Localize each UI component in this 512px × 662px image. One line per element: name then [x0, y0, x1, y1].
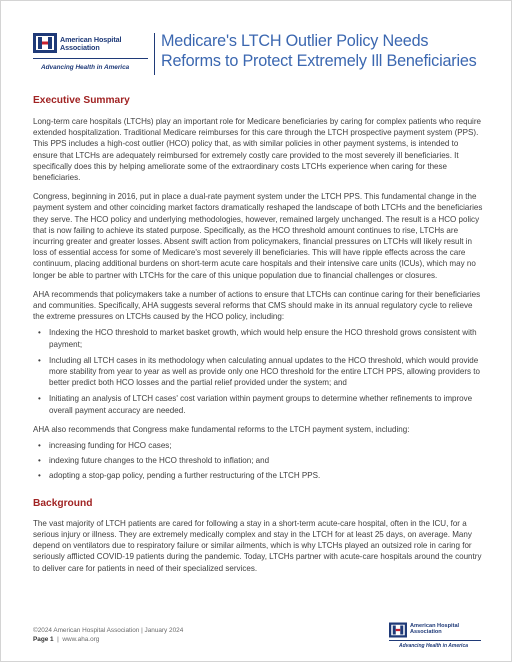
- logo-rule: [33, 58, 148, 59]
- header-divider: [154, 33, 155, 75]
- aha-h-logo-icon: [389, 622, 407, 638]
- footer-page-line: [33, 635, 183, 644]
- document-body: [33, 94, 483, 574]
- list-item: • Indexing the HCO threshold to market basket growth, which would help ensure the HCO threshold grows consistent with payment;: [49, 327, 483, 349]
- footer-separator: |: [53, 636, 63, 643]
- logo-tagline: Advancing Health in America: [41, 64, 130, 71]
- website-link[interactable]: www.aha.org: [62, 636, 100, 643]
- background-paragraph-1: The vast majority of LTCH patients are cared for following a stay in a short-term acute-care hospital, often in the ICU, for a serious injury or illness. They are extremely medically complex and stay in the LTCH for at least 25 days, on average. Many depend on ventilators due to respiratory failure or similar ailments, which is why LTCHs played an outsized role in caring for seriously afflicted COVID-19 patients during the pandemic. Today, LTCHs partner with acute-care hospitals around the country to deliver care for patients in need of their specialized services.: [33, 518, 482, 573]
- page-header: [33, 31, 483, 77]
- footer-logo-name: American Hospital Association: [410, 623, 460, 636]
- congress-recommendations-list: [33, 440, 483, 482]
- list-item: • Including all LTCH cases in its methodology when calculating annual updates to the HCO threshold, which would provide more stability from year to year as well as provide only one HCO threshold for the entire LTCH PPS, allowing providers to better predict both HCO losses and the partial relief provided under the system; and: [49, 355, 483, 389]
- aha-logo: [33, 31, 153, 77]
- list-item: • indexing future changes to the HCO threshold to inflation; and: [49, 455, 483, 466]
- footer-logo-rule: [389, 640, 481, 641]
- executive-summary-paragraph-3: AHA recommends that policymakers take a number of actions to ensure that LTCHs can continue caring for their beneficiaries and communities. Specifically, AHA suggests several reforms that CMS should make in its annual regulatory cycle to relieve the extreme pressures on LTCHs caused by the HCO policy, including:: [33, 289, 481, 322]
- background-heading: Background: [33, 497, 93, 509]
- list-item: • increasing funding for HCO cases;: [49, 440, 483, 451]
- list-item: • Initiating an analysis of LTCH cases' cost variation within payment groups to determine whether refinements to improve overall payment accuracy are needed.: [49, 393, 483, 415]
- footer-logo-tagline: Advancing Health in America: [399, 643, 468, 649]
- footer-aha-logo: [389, 621, 487, 651]
- executive-summary-paragraph-1: Long-term care hospitals (LTCHs) play an important role for Medicare beneficiaries by caring for complex patients who require extended hospitalization. Traditional Medicare reimburses for this care through the LTCH prospective payment system (PPS). This PPS includes a high-cost outlier (HCO) policy that, as with similar policies in other payment systems, is intended to ensure that LTCHs are adequately reimbursed for extremely costly care provided to the most severely ill beneficiaries. It specifically does this by helping ameliorate some of the extraordinary costs LTCHs experience when caring for these beneficiaries.: [33, 117, 481, 183]
- page-number: Page 1: [33, 636, 54, 643]
- cms-recommendations-list: [33, 327, 483, 415]
- logo-organization-name: American Hospital Association: [60, 35, 122, 52]
- executive-summary-paragraph-4: AHA also recommends that Congress make fundamental reforms to the LTCH payment system, including:: [33, 424, 410, 434]
- footer-copyright: ©2024 American Hospital Association | January 2024: [33, 627, 184, 634]
- document-title: Medicare's LTCH Outlier Policy Needs Reforms to Protect Extremely Ill Beneficiaries: [161, 32, 477, 70]
- page-footer: [33, 623, 483, 651]
- executive-summary-paragraph-2: Congress, beginning in 2016, put in place a dual-rate payment system under the LTCH PPS. This fundamental change in the payment system and other coinciding market factors dramatically reshaped the landscape of both LTCHs and the beneficiaries they serve. The HCO policy and underlying methodologies, however, remained largely unchanged. The result is a HCO policy that is now failing to achieve its stated purpose. Specifically, as the HCO threshold amount continues to rise, LTCHs are incurring greater and greater losses. Absent swift action from policymakers, financial pressures on LTCHs will likely result in loss of essential access for some of Medicare's most severely ill beneficiaries. This will have ripple effects across the care continuum, placing additional burdens on short-term acute care hospitals and their intensive care units (ICUs), which may no longer be able to partner with LTCHs for the care of this unique population due to financial challenges or closures.: [33, 192, 483, 280]
- executive-summary-heading: Executive Summary: [33, 95, 130, 106]
- footer-text: [33, 626, 183, 644]
- list-item: • adopting a stop-gap policy, pending a further restructuring of the LTCH PPS.: [49, 470, 483, 481]
- aha-h-logo-icon: [33, 33, 57, 53]
